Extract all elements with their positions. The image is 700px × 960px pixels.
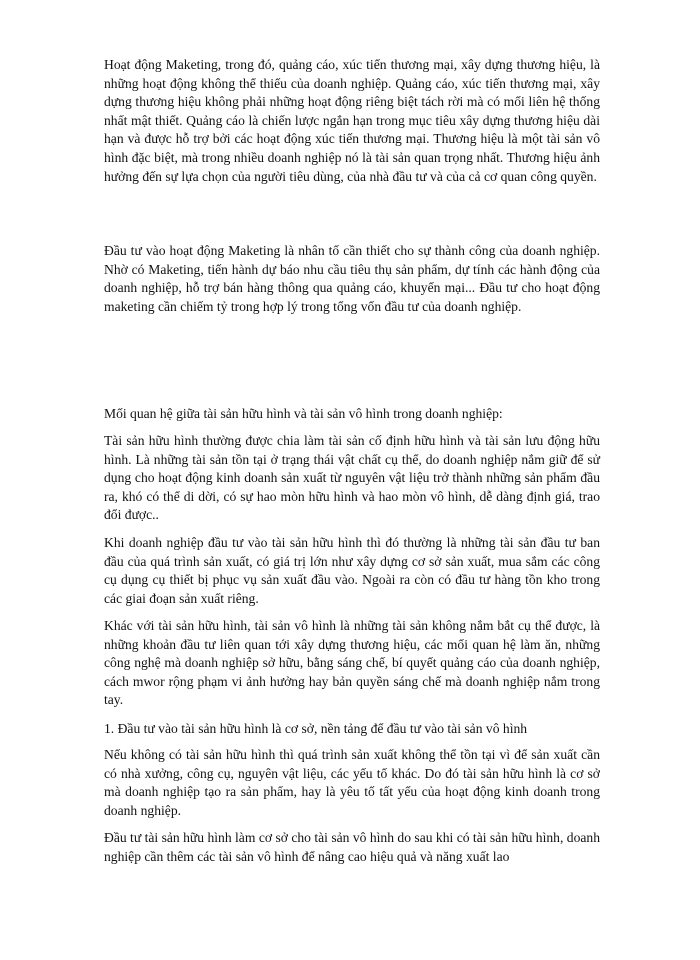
section-heading-asset-relationship: Mối quan hệ giữa tài sản hữu hình và tài sản vô hình trong doanh nghiệp: bbox=[104, 406, 503, 421]
paragraph-tangible-foundation: Nếu không có tài sản hữu hình thì quá trình sản xuất không thể tồn tại vì để sản xuất cần có nhà xưởng, công cụ, nguyên vật liệu, các yếu tố khác. Do đó tài sản hữu hình là cơ sở mà doanh nghiệp tạo ra sản phẩm, hay là yêu tố tất yếu của hoạt động kinh doanh trong doanh nghiệp. bbox=[104, 747, 600, 818]
paragraph-marketing-investment: Đầu tư vào hoạt động Maketing là nhân tố cần thiết cho sự thành công của doanh nghiệp. Nhờ có Maketing, tiến hành dự báo nhu cầu tiêu thụ sản phẩm, dự tính các hành động của doanh nghiệp, hỗ trợ bán hàng thông qua quảng cáo, khuyến mại... Đầu tư cho hoạt động maketing cần chiếm tỷ trong hợp lý trong tổng vốn đầu tư của doanh nghiệp. bbox=[104, 243, 600, 314]
paragraph-marketing-activities: Hoạt động Maketing, trong đó, quảng cáo, xúc tiến thương mại, xây dựng thương hiệu, là những hoạt động không thể thiếu của doanh nghiệp. Quảng cáo, xúc tiến thương mại, xây dựng thương hiệu không phải những hoạt động riêng biệt tách rời mà có mối liên hệ thống nhất mật thiết. Quảng cáo là chiến lược ngắn hạn trong mục tiêu xây dựng thương hiệu dài hạn và được hỗ trợ bởi các hoạt động xúc tiến thương mại. Thương hiệu là một tài sản vô hình đặc biệt, mà trong nhiều doanh nghiệp nó là tài sản quan trọng nhất. Thương hiệu ảnh hưởng đến sự lựa chọn của người tiêu dùng, của nhà đầu tư và của cả cơ quan công quyền. bbox=[104, 57, 600, 184]
paragraph-intangible-assets: Khác với tài sản hữu hình, tài sản vô hình là những tài sản không nắm bắt cụ thể được, là những khoản đầu tư liên quan tới xây dựng thương hiệu, các mối quan hệ làm ăn, những công nghệ mà doanh nghiệp sở hữu, bằng sáng chế, bí quyết quảng cáo của doanh nghiệp, cách mwor rộng phạm vi ảnh hưởng hay bản quyền sáng chế mà doanh nghiệp nắm trong tay. bbox=[104, 618, 600, 708]
numbered-heading-1: 1. Đầu tư vào tài sản hữu hình là cơ sở, nền tảng để đầu tư vào tài sản vô hình bbox=[104, 721, 528, 736]
paragraph-tangible-assets: Tài sản hữu hình thường được chia làm tài sản cố định hữu hình và tài sản lưu động hữu hình. Là những tài sản tồn tại ở trạng thái vật chất cụ thể, do doanh nghiệp nắm giữ để sử dụng cho hoạt động kinh doanh sản xuất từ nguyên vật liệu trở thành những sản phẩm đầu ra, khó có thể di dời, có sự hao mòn hữu hình và hao mòn vô hình, dễ dàng định giá, trao đổi được.. bbox=[104, 433, 600, 523]
paragraph-tangible-investment: Khi doanh nghiệp đầu tư vào tài sản hữu hình thì đó thường là những tài sản đầu tư ban đầu của quá trình sản xuất, có giá trị lớn như xây dựng cơ sở sản xuất, mua sắm các công cụ dụng cụ thiết bị phục vụ sản xuất đầu vào. Ngoài ra còn có đầu tư hàng tồn kho trong các giai đoạn sản xuất riêng. bbox=[104, 535, 600, 606]
paragraph-tangible-basis: Đầu tư tài sản hữu hình làm cơ sở cho tài sản vô hình do sau khi có tài sản hữu hình, doanh nghiệp cần thêm các tài sản vô hình để nâng cao hiệu quả và năng xuất lao bbox=[104, 830, 600, 864]
